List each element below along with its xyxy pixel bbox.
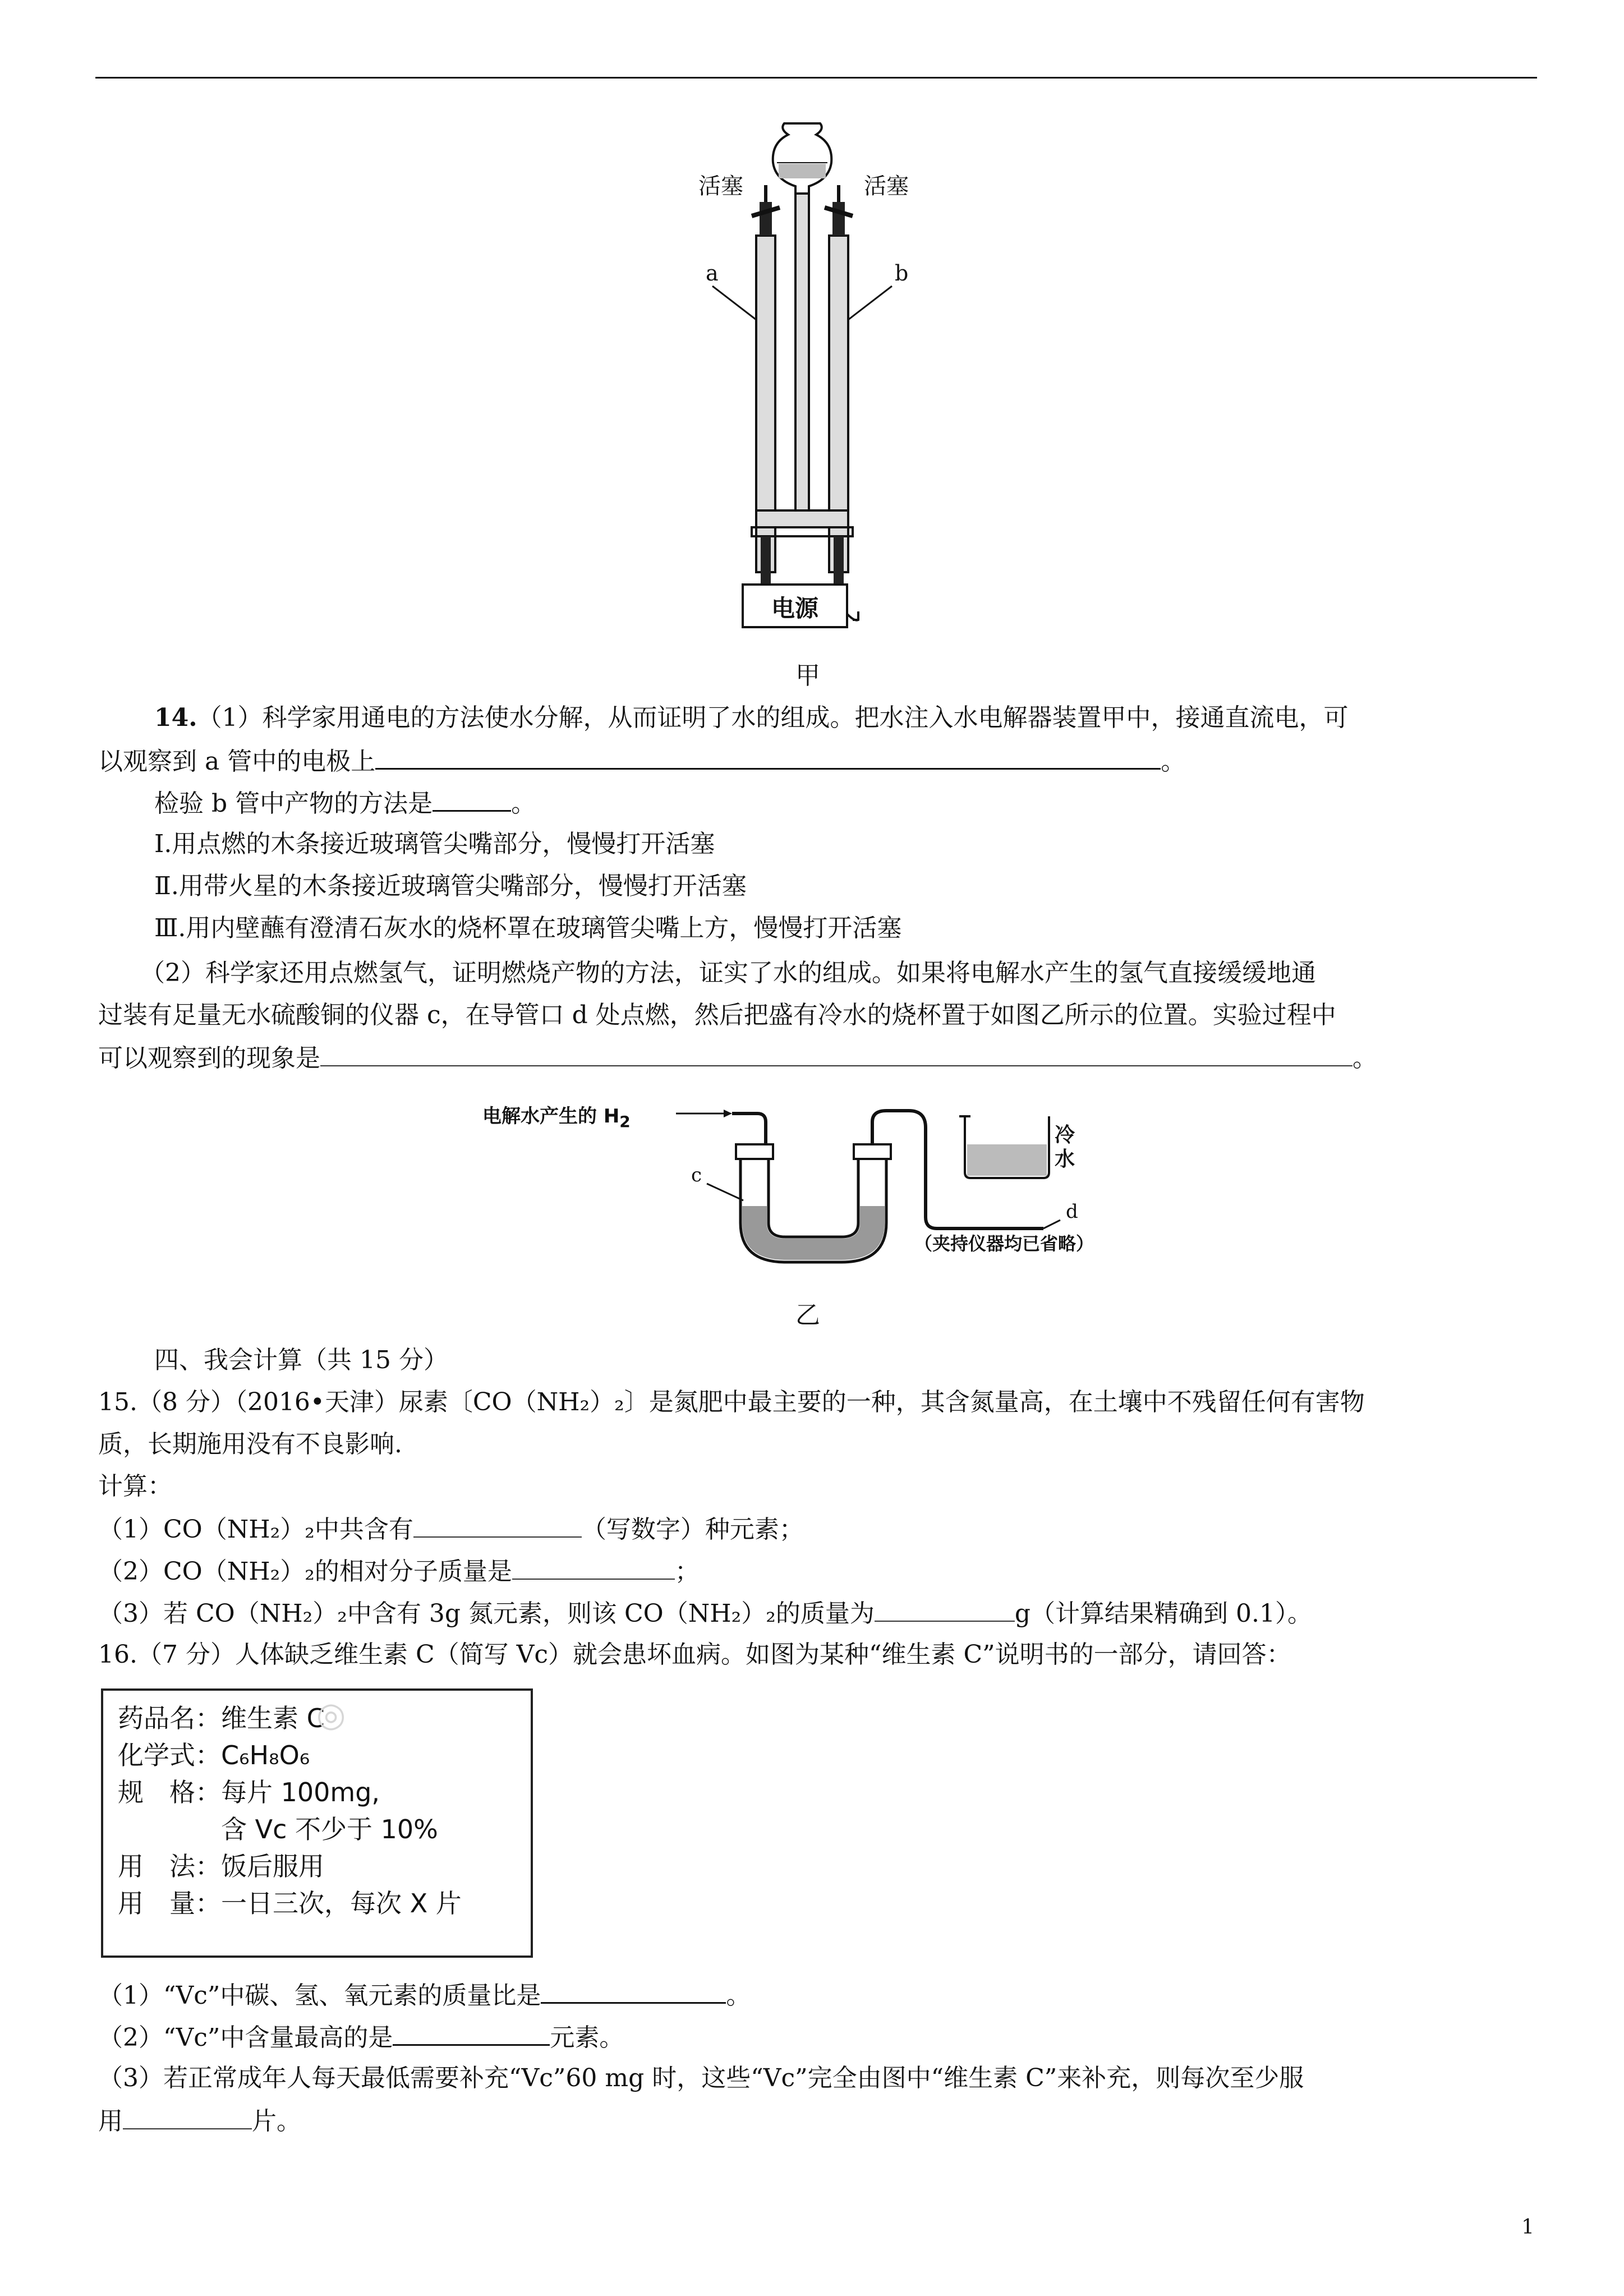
q16-s1-post: 。 [726, 1981, 751, 2010]
label-row-spec-content: 含 Vc 不少于 10% [118, 1814, 438, 1844]
q14-p2-line3-pre: 可以观察到的现象是 [98, 1044, 320, 1073]
label-row-drug-name: 药品名：维生素 C [118, 1703, 325, 1733]
q14-p1-line2-pre: 以观察到 a 管中的电极上 [98, 747, 376, 776]
q15-s2-pre: （2）CO（NH₂）₂的相对分子质量是 [98, 1557, 512, 1586]
figure-yi-label-d: d [1066, 1200, 1078, 1223]
q15-s3-post: g（计算结果精确到 0.1）。 [1014, 1599, 1313, 1628]
figure-jia-caption: 甲 [795, 661, 820, 690]
q14-number: 14. [154, 703, 197, 732]
q14-part1-line1 [154, 701, 1349, 735]
q14-answer-blank-phenomenon[interactable] [320, 1041, 1352, 1066]
q14-p2-line3-post: 。 [1352, 1044, 1377, 1073]
q15-s3-pre: （3）若 CO（NH₂）₂中含有 3g 氮元素，则该 CO（NH₂）₂的质量为 [98, 1599, 875, 1628]
q15-line1: 15.（8 分）（2016•天津）尿素〔CO（NH₂）₂〕是氮肥中最主要的一种，其含氮量高，在土壤中不残留任何有害物 [98, 1388, 1365, 1416]
vitamin-c-label-box [101, 1688, 533, 1958]
q16-answer-blank-mass-ratio[interactable] [541, 1977, 726, 2004]
q14-test-line [154, 785, 536, 821]
q14-part2-line3 [98, 1041, 1377, 1075]
label-row-formula: 化学式：C₆H₈O₆ [118, 1740, 310, 1770]
q14-part2-line1: （2）科学家还用点燃氢气，证明燃烧产物的方法，证实了水的组成。如果将电解水产生的氢气直接缓缓地通 [140, 959, 1316, 987]
q14-option-2: Ⅱ.用带火星的木条接近玻璃管尖嘴部分，慢慢打开活塞 [154, 872, 747, 900]
q16-sub3-line2 [98, 2104, 301, 2138]
stopcock-label-left: 活塞 [698, 173, 743, 199]
q16-s3-line2-post: 片。 [252, 2107, 301, 2136]
q16-answer-blank-tablets[interactable] [123, 2104, 252, 2129]
q14-part2-line2: 过装有足量无水硫酸铜的仪器 c，在导管口 d 处点燃，然后把盛有冷水的烧杯置于如图乙所示的位置。实验过程中 [98, 1001, 1336, 1029]
q14-test-post: 。 [511, 789, 536, 818]
q14-part1-line2 [98, 743, 1185, 779]
figure-yi-note: （夹持仪器均已省略） [914, 1233, 1094, 1254]
q16-sub3-line1: （3）若正常成年人每天最低需要补充“Vc”60 mg 时，这些“Vc”完全由图中“维生素 C”来补充，则每次至少服 [98, 2064, 1304, 2092]
q15-answer-blank-element-count[interactable] [413, 1512, 582, 1538]
q15-s1-pre: （1）CO（NH₂）₂中共含有 [98, 1515, 413, 1544]
q16-sub2 [98, 2019, 624, 2055]
h2-label-text: 电解水产生的 H [482, 1105, 620, 1128]
q15-s1-post: （写数字）种元素； [581, 1515, 804, 1544]
watermark-graphic: ◎ [316, 1695, 346, 1734]
q14-p1-line2-post: 。 [1161, 747, 1186, 776]
q14-option-3: Ⅲ.用内壁蘸有澄清石灰水的烧杯罩在玻璃管尖嘴上方，慢慢打开活塞 [154, 914, 902, 942]
q14-answer-blank-test-method[interactable] [433, 785, 511, 812]
q16-s2-post: 元素。 [550, 2023, 624, 2052]
figure-yi-label-water: 水 [1055, 1148, 1075, 1171]
q15-s2-post: ； [674, 1557, 700, 1586]
label-row-spec: 规 格：每片 100mg, [118, 1777, 380, 1807]
label-row-usage: 用 法：饭后服用 [118, 1851, 324, 1881]
q14-option-1: Ⅰ.用点燃的木条接近玻璃管尖嘴部分，慢慢打开活塞 [154, 830, 715, 858]
q15-sub2 [98, 1554, 700, 1589]
q16-s1-pre: （1）“Vc”中碳、氢、氧元素的质量比是 [98, 1981, 541, 2010]
tube-label-b: b [895, 261, 909, 286]
label-row-dosage: 用 量：一日三次，每次 X 片 [118, 1888, 462, 1918]
figure-yi-caption: 乙 [795, 1301, 820, 1329]
tube-label-a: a [706, 261, 719, 286]
figure-yi-h2-label [482, 1101, 631, 1131]
q15-answer-blank-mass[interactable] [875, 1596, 1015, 1622]
h2-label-sub: 2 [619, 1112, 631, 1131]
q16-answer-blank-highest-element[interactable] [393, 2019, 550, 2046]
q16-line1: 16.（7 分）人体缺乏维生素 C（简写 Vc）就会患坏血病。如图为某种“维生素 C”说明书的一部分，请回答： [98, 1640, 1291, 1669]
q15-calc: 计算： [98, 1472, 172, 1501]
figure-yi-label-c: c [691, 1164, 702, 1186]
q15-line2: 质，长期施用没有不良影响. [98, 1430, 402, 1458]
q14-p1-text: （1）科学家用通电的方法使水分解，从而证明了水的组成。把水注入水电解器装置甲中，接通直流电，可 [197, 703, 1349, 732]
stopcock-label-right: 活塞 [864, 173, 909, 199]
q14-answer-blank-a-electrode[interactable] [375, 743, 1161, 770]
q16-s3-line2-pre: 用 [98, 2107, 123, 2136]
q16-s2-pre: （2）“Vc”中含量最高的是 [98, 2023, 393, 2052]
power-source-label: 电源 [771, 595, 818, 622]
q15-answer-blank-molar-mass[interactable] [512, 1554, 675, 1580]
header-rule [95, 77, 1537, 79]
section4-heading: 四、我会计算（共 15 分） [154, 1346, 448, 1374]
q15-sub1 [98, 1512, 804, 1547]
page-number: 1 [1521, 2216, 1534, 2239]
figure-yi-label-cold: 冷 [1055, 1124, 1075, 1147]
q16-sub1 [98, 1977, 751, 2013]
q14-test-pre: 检验 b 管中产物的方法是 [154, 789, 433, 818]
q15-sub3 [98, 1596, 1312, 1631]
